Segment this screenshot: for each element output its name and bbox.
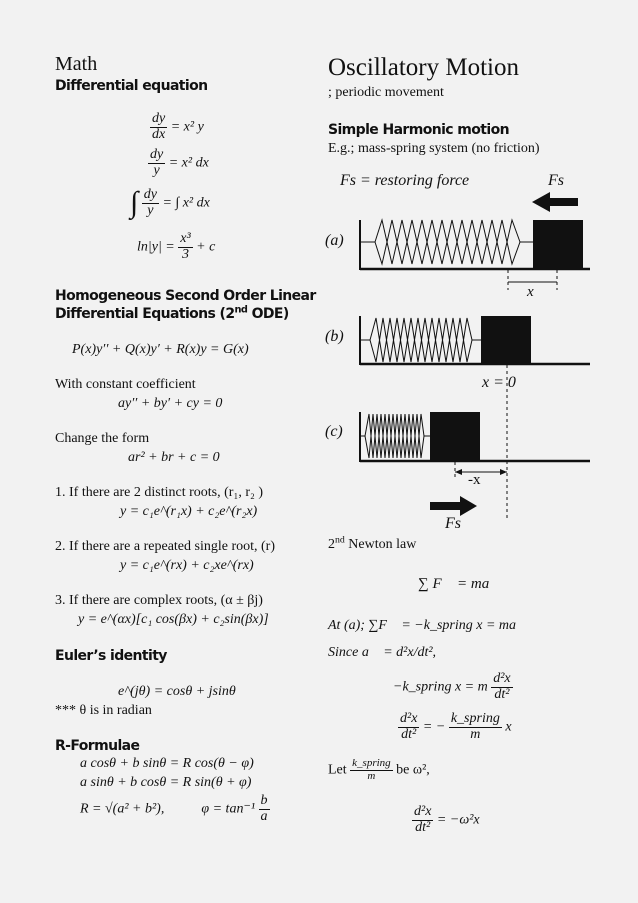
newton-final-eq: $\frac{\text{d²x}}{\text{dt²}}$ = −ω²x: [414, 804, 480, 835]
rformula-eq1: a cosθ + b sinθ = R cos(θ − φ): [80, 756, 254, 771]
disp-arrowhead-c: [455, 469, 462, 475]
rformula-eq2: a sinθ + b cosθ = R sin(θ + φ): [80, 775, 252, 790]
case1-label: 1. If there are 2 distinct roots, (r₁, r₂ ): [55, 485, 264, 500]
diff-eq-4: ln|y| = $\frac{\text{x³}}{3}$ + c: [137, 231, 216, 262]
mass-block-c: [430, 412, 480, 461]
newton-eq2: $\frac{\text{d²x}}{\text{dt²}}$ = − $\frac{\text{k\_spring}}{m}$ x: [400, 711, 512, 742]
panel-c-displacement: -x: [468, 472, 481, 488]
case2-label: 2. If there are a repeated single root, (r): [55, 539, 275, 554]
homog-general-eq: P(x)y′′ + Q(x)y′ + R(x)y = G(x): [72, 342, 249, 357]
fs-label-top: Fs: [548, 172, 564, 189]
disp-arrowhead-c-right: [500, 469, 507, 475]
newton-label: 2nd Newton law: [328, 534, 417, 552]
euler-heading: Euler’s identity: [55, 648, 167, 664]
change-form-eq: ar² + br + c = 0: [128, 450, 220, 465]
panel-a-tag: (a): [325, 232, 344, 249]
top-force-arrow: [530, 190, 590, 220]
newton-sum-eq: ∑ F⃗ = ma⃗: [418, 576, 501, 592]
case3-label: 3. If there are complex roots, (α ± βj): [55, 593, 263, 608]
panel-b-displacement: x = 0: [482, 374, 516, 391]
diff-eq-2: $\frac{dy}{y}$ = x² dx: [150, 147, 209, 178]
newton-since: Since a⃗ = d²x/dt²,: [328, 645, 437, 660]
const-coef-eq: ay′′ + by′ + cy = 0: [118, 396, 223, 411]
const-coef-label: With constant coefficient: [55, 377, 196, 392]
mass-block-a: [533, 220, 583, 269]
shm-heading: Simple Harmonic motion: [328, 122, 509, 138]
spring-a-back: [375, 220, 520, 264]
newton-eq1: −k_spring x = m $\frac{\text{d²x}}{\text{dt²}}$: [393, 671, 511, 702]
euler-eq: e^(jθ) = cosθ + jsinθ: [118, 684, 236, 699]
diff-eq-heading: Differential equation: [55, 78, 208, 94]
diff-eq-3: ∫ $\frac{dy}{y}$ = ∫ x² dx: [130, 186, 210, 220]
mass-block-b: [481, 316, 531, 364]
restoring-force-label: Fs = restoring force: [340, 172, 470, 189]
shm-example: E.g.; mass-spring system (no friction): [328, 141, 540, 156]
spring-b-back: [370, 318, 472, 362]
top-force-arrow-shape: [532, 192, 578, 212]
change-form-label: Change the form: [55, 431, 150, 446]
diff-eq-1: $\frac{dy}{dx}$ = x² y: [152, 111, 204, 142]
fs-label-bottom: Fs: [445, 515, 461, 532]
force-arrow-right: [430, 496, 477, 516]
newton-let: Let $\frac{\text{k\_spring}}{m}$ be ω²,: [328, 757, 430, 782]
homog-heading-1: Homogeneous Second Order Linear: [55, 288, 316, 304]
panel-b-tag: (b): [325, 328, 344, 345]
newton-at-a: At (a); ∑F⃗ = −k_spring x = ma⃗: [328, 618, 527, 633]
panel-a-displacement: x: [527, 284, 534, 300]
rformula-heading: R-Formulae: [55, 738, 140, 754]
panel-c-tag: (c): [325, 423, 343, 440]
case1-eq: y = c₁e^(r₁x) + c₂e^(r₂x): [120, 504, 258, 519]
euler-note: *** θ is in radian: [55, 703, 152, 718]
mass-spring-diagram: [320, 190, 610, 530]
homog-heading-2: Differential Equations (2nd ODE): [55, 304, 289, 322]
rformula-eq3: R = √(a² + b²), φ = tan⁻¹ $\frac{b}{a}$: [80, 793, 268, 824]
oscillatory-title: Oscillatory Motion: [328, 54, 519, 81]
math-title: Math: [55, 53, 98, 75]
case3-eq: y = e^(αx)[c₁ cos(βx) + c₂sin(βx)]: [78, 612, 269, 627]
case2-eq: y = c₁e^(rx) + c₂xe^(rx): [120, 558, 254, 573]
oscillatory-subtitle: ; periodic movement: [328, 85, 444, 100]
